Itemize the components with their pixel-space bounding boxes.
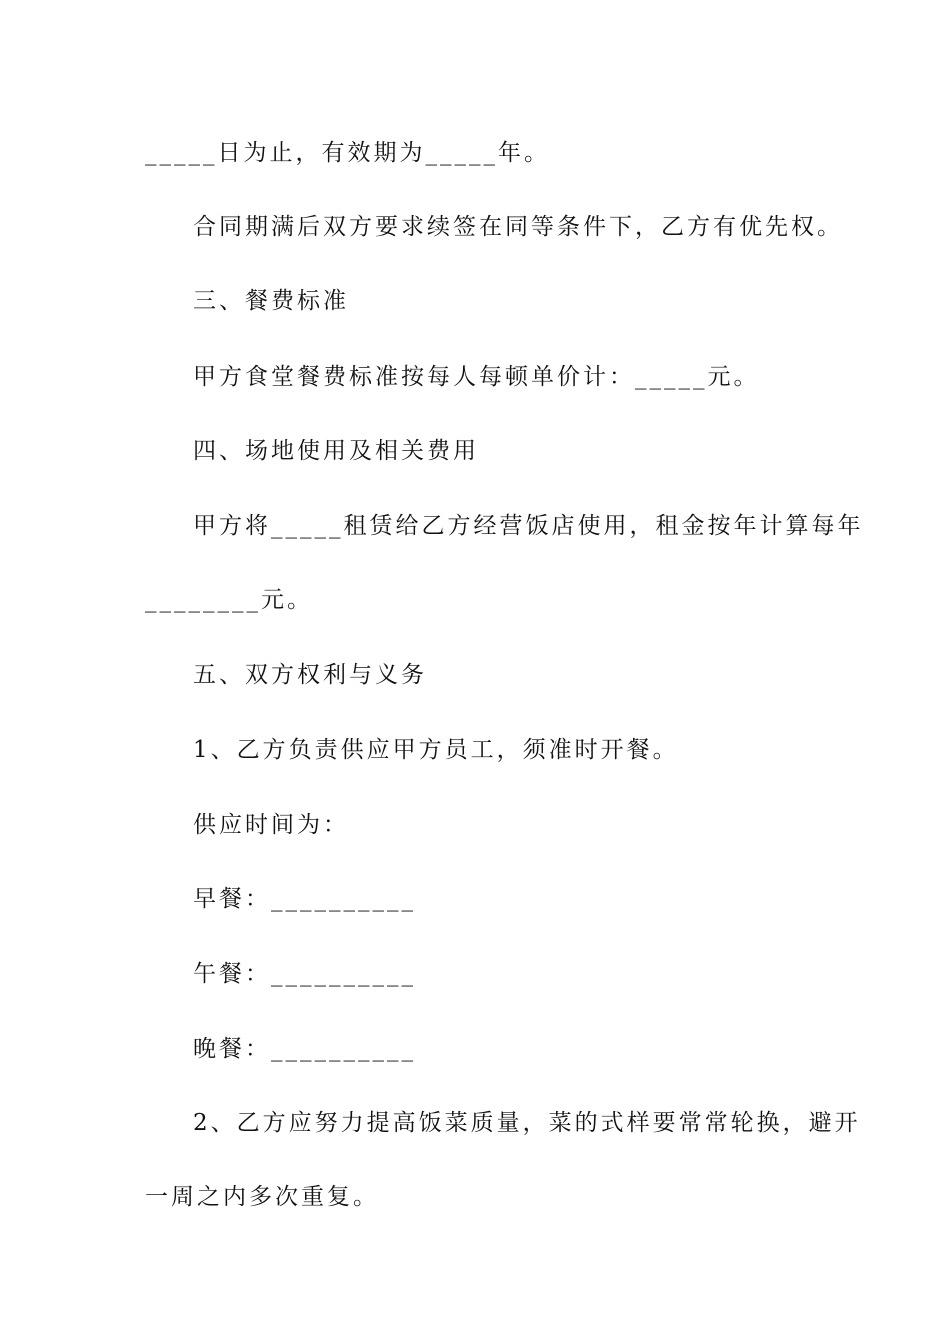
contract-line-supply-time: 供应时间为： [193, 812, 349, 838]
section-heading-meal-fee: 三、餐费标准 [193, 288, 349, 314]
section-heading-venue-fees: 四、场地使用及相关费用 [193, 438, 479, 464]
contract-line-validity: _____日为止，有效期为_____年。 [145, 140, 550, 166]
contract-line-lease-amount: ________元。 [145, 587, 313, 613]
contract-line-duty-1: 1、乙方负责供应甲方员工，须准时开餐。 [193, 737, 679, 763]
contract-line-meal-price: 甲方食堂餐费标准按每人每顿单价计：_____元。 [193, 364, 760, 390]
contract-line-dinner: 晚餐：__________ [193, 1036, 416, 1062]
contract-line-renewal: 合同期满后双方要求续签在同等条件下，乙方有优先权。 [193, 214, 843, 240]
contract-line-breakfast: 早餐：__________ [193, 886, 416, 912]
section-heading-rights-duties: 五、双方权利与义务 [193, 662, 427, 688]
contract-line-lunch: 午餐：__________ [193, 961, 416, 987]
contract-line-duty-2-cont: 一周之内多次重复。 [145, 1184, 379, 1210]
contract-line-duty-2: 2、乙方应努力提高饭菜质量，菜的式样要常常轮换，避开 [193, 1110, 861, 1136]
contract-line-lease: 甲方将_____租赁给乙方经营饭店使用，租金按年计算每年 [193, 513, 864, 539]
